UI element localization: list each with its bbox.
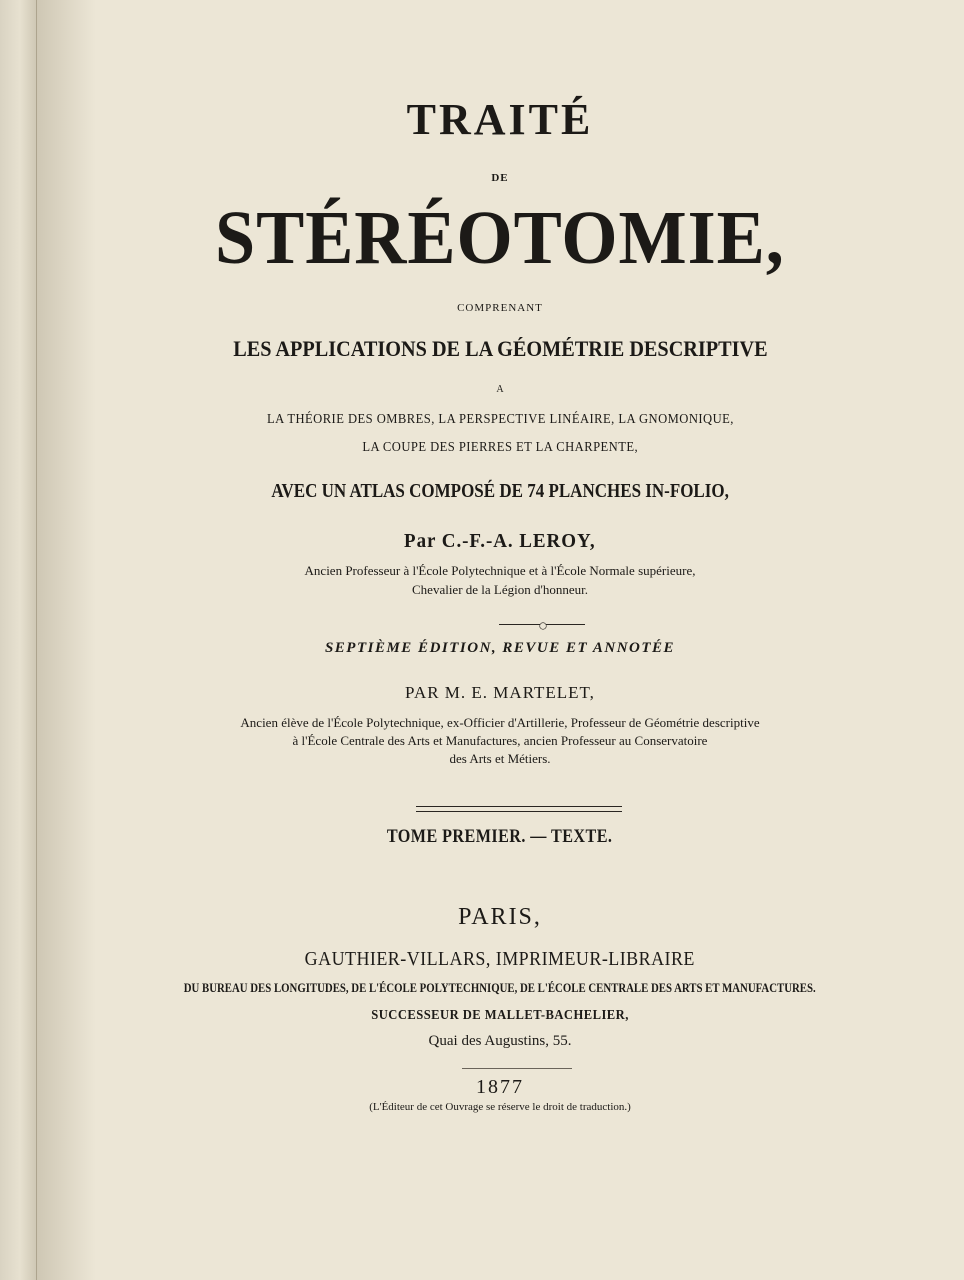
- ornament-dot: [539, 622, 546, 629]
- imprint-year: 1877: [476, 1076, 524, 1098]
- ornament-divider: [499, 624, 585, 625]
- volume-line: TOME PREMIER. — TEXTE.: [387, 826, 613, 847]
- editor-title-line-1: Ancien élève de l'École Polytechnique, ex-Officier d'Artillerie, Professeur de Géométrie descriptive: [240, 715, 760, 730]
- atlas-line: AVEC UN ATLAS COMPOSÉ DE 74 PLANCHES IN-FOLIO,: [271, 480, 729, 502]
- imprint-successor: SUCCESSEUR DE MALLET-BACHELIER,: [371, 1008, 629, 1023]
- subtitle-comprenant: COMPRENANT: [457, 302, 543, 314]
- title-page: [36, 0, 964, 1280]
- subjects-line-1: LA THÉORIE DES OMBRES, LA PERSPECTIVE LINÉAIRE, LA GNOMONIQUE,: [266, 412, 734, 427]
- subtitle-a: A: [496, 384, 504, 395]
- title-line-traite: TRAITÉ: [406, 95, 594, 144]
- double-rule-divider: [416, 806, 622, 812]
- imprint-institutions: DU BUREAU DES LONGITUDES, DE L'ÉCOLE POLYTECHNIQUE, DE L'ÉCOLE CENTRALE DES ARTS ET MANUFACTURES.: [184, 980, 816, 995]
- editor-title-line-3: des Arts et Métiers.: [449, 751, 551, 766]
- editor-title-line-2: à l'École Centrale des Arts et Manufactures, ancien Professeur au Conservatoire: [292, 733, 708, 748]
- imprint-rights-notice: (L'Éditeur de cet Ouvrage se réserve le droit de traduction.): [369, 1101, 631, 1113]
- imprint-address: Quai des Augustins, 55.: [428, 1033, 572, 1049]
- subjects-line-2: LA COUPE DES PIERRES ET LA CHARPENTE,: [362, 440, 638, 455]
- title-line-de: DE: [491, 172, 509, 184]
- imprint-publisher: GAUTHIER-VILLARS, IMPRIMEUR-LIBRAIRE: [304, 948, 696, 970]
- subtitle-applications: LES APPLICATIONS DE LA GÉOMÉTRIE DESCRIPTIVE: [232, 336, 768, 361]
- author-name: Par C.-F.-A. LEROY,: [404, 530, 596, 552]
- author-title-line-1: Ancien Professeur à l'École Polytechnique et à l'École Normale supérieure,: [304, 563, 696, 578]
- main-title: STÉRÉOTOMIE,: [215, 196, 785, 280]
- year-rule: [462, 1068, 572, 1069]
- edition-line: SEPTIÈME ÉDITION, REVUE ET ANNOTÉE: [324, 640, 676, 656]
- editor-name: PAR M. E. MARTELET,: [405, 683, 595, 702]
- facing-page-edge: [0, 0, 37, 1280]
- imprint-city: PARIS,: [458, 904, 542, 930]
- author-title-line-2: Chevalier de la Légion d'honneur.: [412, 582, 588, 597]
